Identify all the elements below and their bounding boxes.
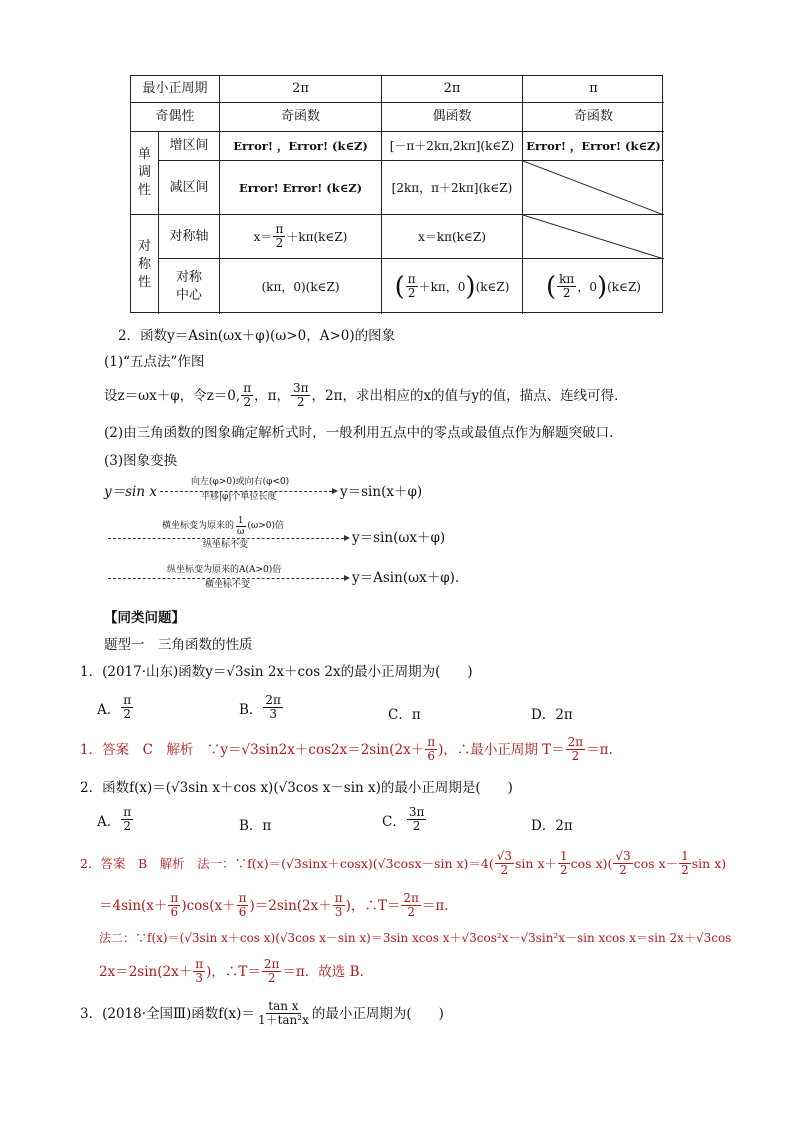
- cell-cos-period: 2π: [382, 76, 523, 103]
- cell-tan-decreasing-empty: [523, 161, 664, 215]
- a2-l2-f3: [333, 892, 345, 919]
- cell-sin-parity: 奇函数: [220, 103, 382, 132]
- mono-char-3: 性: [137, 183, 151, 198]
- trig-properties-table: [130, 75, 663, 313]
- q2-option-d: D．2π: [531, 818, 573, 834]
- a1-post: ＝π.: [586, 741, 613, 758]
- a2-l1-m4: sin x): [691, 855, 727, 871]
- graph-transform-heading: (3)图象变换: [104, 453, 178, 469]
- p2-pre: 设z＝ωx＋φ，令z＝0,: [104, 387, 241, 404]
- diagonal-slash: [523, 161, 664, 215]
- transform1-bottom-label: 平移|φ|个单位长度: [201, 492, 277, 502]
- row-label-increasing: 增区间: [159, 132, 220, 161]
- row-label-symmetry-center: [159, 259, 220, 314]
- determine-formula-text: (2)由三角函数的图象确定解析式时，一般利用五点中的零点或最值点作为解题突破口．: [104, 425, 623, 441]
- cell-tan-center: [523, 259, 664, 314]
- five-point-desc: [104, 382, 628, 409]
- a1-n2: 2π: [567, 735, 584, 749]
- a2-l2-f1: [168, 892, 180, 919]
- cell-sin-decreasing: Error! Error! (k∈Z): [220, 161, 382, 215]
- a2-l2-f2-d: 6: [238, 905, 247, 919]
- q2-c-pre: C．: [382, 813, 406, 830]
- a1-pre: 1．答案 C 解析 ∵y＝√3sin2x＋cos2x＝2sin(2x＋: [80, 741, 425, 758]
- a2-l1-f4-d: 2: [681, 863, 689, 877]
- q2-a-frac: [121, 806, 133, 833]
- tan-center-frac-n: kπ: [559, 272, 575, 286]
- a2-l1-m1: sin x＋: [515, 855, 558, 871]
- type1-heading: 题型一 三角函数的性质: [104, 637, 253, 653]
- q3-frac: [256, 1000, 311, 1027]
- q2-option-a: [97, 806, 134, 833]
- tan-center-frac: [557, 273, 576, 300]
- p2-mid: ，π，: [254, 387, 290, 404]
- a1-d2: 2: [571, 749, 580, 763]
- cell-cos-decreasing: [2kπ，π＋2kπ](k∈Z): [382, 161, 523, 215]
- row-label-min-period: 最小正周期: [131, 76, 220, 103]
- transform1-top-label: 向左(φ>0)或向右(φ<0): [191, 477, 290, 487]
- q1-option-a: [97, 694, 134, 721]
- q1-b-d: 3: [269, 707, 277, 721]
- cos-center-post: ＋kπ，0: [418, 279, 466, 294]
- a2-l2-m2: )＝2sin(2x＋: [249, 897, 332, 914]
- q1-a-frac: [121, 694, 133, 721]
- a2-l4-f1: [193, 958, 205, 985]
- q2-a-pre: A．: [97, 813, 121, 830]
- row-label-parity: 奇偶性: [131, 103, 220, 132]
- cell-sin-increasing: Error! ，Error! (k∈Z): [220, 132, 382, 161]
- a2-l2-f3-n: π: [334, 891, 343, 905]
- row-label-decreasing: 减区间: [159, 161, 220, 215]
- q2-c-n: 3π: [408, 805, 425, 819]
- cell-cos-parity: 偶函数: [382, 103, 523, 132]
- q1-option-c: C．π: [388, 707, 421, 723]
- q2-c-d: 2: [412, 819, 421, 833]
- a2-l4-f2-d: 2: [267, 971, 276, 985]
- a2-l1-f1-d: 2: [500, 863, 509, 877]
- q2-option-b: B．π: [239, 818, 272, 834]
- mono-char-2: 调: [137, 165, 151, 180]
- a2-l4-f2-n: 2π: [263, 957, 280, 971]
- tan-center-post: ，0: [577, 279, 597, 294]
- question-1: 1．(2017·山东)函数y＝√3sin 2x＋cos 2x的最小正周期为( ): [80, 664, 473, 680]
- t2-top-pre: 横坐标变为原来的: [162, 521, 235, 531]
- a2-l1-f1: [495, 850, 514, 877]
- q3-post: 的最小正周期为( ): [311, 1005, 444, 1022]
- q1-b-n: 2π: [265, 693, 281, 707]
- a2-l4-pre: 2x＝2sin(2x＋: [99, 963, 193, 980]
- a2-l1-pre: 2．答案 B 解析 法一：∵f(x)＝(√3sinx＋cosx)(√3cosx－sin x)＝4(: [80, 855, 494, 871]
- mono-char-1: 单: [137, 147, 151, 162]
- answer-2-line4: [99, 958, 364, 985]
- p2-post: ，2π，求出相应的x的值与y的值，描点、连线可得．: [311, 387, 628, 404]
- cell-sin-period: 2π: [220, 76, 382, 103]
- cell-tan-increasing: Error! ，Error! (k∈Z): [523, 132, 664, 161]
- a2-l4-f2: [262, 958, 282, 985]
- q3-pre: 3．(2018·全国Ⅲ)函数f(x)＝: [80, 1005, 255, 1022]
- sin-axis-pre: x＝: [253, 229, 273, 244]
- transform2-top-label: [162, 516, 284, 537]
- q1-option-d: D．2π: [531, 707, 573, 723]
- cell-sin-center: (kπ，0)(k∈Z): [220, 259, 382, 314]
- center-label-line1: 对称: [175, 269, 202, 285]
- p2-f1-d: 2: [243, 395, 251, 409]
- answer-2-line2: [99, 892, 449, 919]
- a2-l2-f4-d: 2: [407, 905, 415, 919]
- transform3-dashed-arrow: [108, 578, 344, 579]
- a2-l1-f4: [679, 850, 691, 877]
- a2-l2-pre: ＝4sin(x＋: [99, 897, 168, 914]
- paren-close: ): [465, 271, 476, 302]
- practice-heading: 【同类问题】: [104, 610, 185, 626]
- a2-l4-m1: )，∴T＝: [206, 963, 261, 980]
- q1-a-n: π: [123, 693, 132, 707]
- answer-1: [80, 736, 613, 763]
- question-3: [80, 1000, 444, 1027]
- a2-l1-f3-n: √3: [615, 849, 631, 863]
- group-label-symmetry: [131, 215, 159, 314]
- transform3-right: y＝Asin(ωx＋φ).: [352, 570, 460, 586]
- transform2-right: y＝sin(ωx＋φ): [352, 530, 446, 546]
- diagonal-slash: [523, 215, 664, 259]
- a2-l2-post: ＝π.: [421, 897, 449, 914]
- sin-axis-frac: [273, 223, 285, 250]
- q1-b-frac: [263, 694, 283, 721]
- p2-frac2: [291, 382, 311, 409]
- five-point-method: (1)“五点法”作图: [104, 354, 205, 370]
- p2-f2-d: 2: [296, 395, 305, 409]
- cos-center-frac: [406, 273, 418, 300]
- t2-top-post: (ω>0)倍: [247, 521, 284, 531]
- a1-frac1: [425, 736, 437, 763]
- a2-l1-f2: [558, 850, 570, 877]
- q3-d: 1＋tan²x: [257, 1013, 309, 1027]
- q1-option-b: [239, 694, 284, 721]
- transform1-right: y＝sin(x＋φ): [340, 484, 423, 500]
- cell-cos-axis: x＝kπ(k∈Z): [382, 215, 523, 259]
- group-label-monotonicity: [131, 132, 159, 215]
- answer-2-line1: [80, 850, 726, 877]
- q2-option-c: [382, 806, 427, 833]
- a2-l4-post: ＝π．故选 B.: [282, 963, 364, 980]
- a2-l2-m3: )，∴T＝: [345, 897, 401, 914]
- a2-l1-f2-d: 2: [560, 863, 568, 877]
- p2-frac1: [241, 382, 253, 409]
- a2-l2-m1: )cos(x＋: [181, 897, 236, 914]
- answer-2-line3: 法二：∵f(x)＝(√3sin x＋cos x)(√3cos x－sin x)＝3sin xcos x＋√3cos²x－√3sin²x－sin xcos x＝sin 2x＋√3cos: [99, 931, 732, 945]
- q2-a-n: π: [123, 805, 132, 819]
- transform1-dashed-arrow: [160, 491, 332, 492]
- row-label-symmetry-axis: 对称轴: [159, 215, 220, 259]
- cos-center-frac-n: π: [407, 272, 416, 286]
- t2-top-frac: [235, 516, 246, 537]
- a2-l4-f1-n: π: [195, 957, 204, 971]
- cell-tan-period: π: [523, 76, 664, 103]
- p2-f2-n: 3π: [292, 381, 309, 395]
- a2-l4-f1-d: 3: [195, 971, 203, 985]
- cell-sin-axis: [220, 215, 382, 259]
- a1-n: π: [427, 735, 436, 749]
- transform3-top-label: 纵坐标变为原来的A(A>0)倍: [167, 565, 282, 575]
- sin-axis-frac-d: 2: [275, 236, 284, 250]
- a2-l1-f2-n: 1: [560, 849, 568, 863]
- p2-f1-n: π: [243, 381, 252, 395]
- paren-open: (: [394, 271, 405, 302]
- cos-center-tail: (k∈Z): [475, 279, 510, 294]
- a2-l2-f3-d: 3: [334, 905, 343, 919]
- a2-l2-f1-n: π: [170, 891, 179, 905]
- sin-axis-post: ＋kπ(k∈Z): [286, 229, 348, 244]
- cell-cos-center: [382, 259, 523, 314]
- question-2: 2．函数f(x)＝(√3sin x＋cos x)(√3cos x－sin x)的最小正周期是( ): [80, 780, 513, 796]
- q3-n: tan x: [268, 999, 299, 1013]
- transform1-left: y＝sin x: [104, 484, 157, 500]
- arrow-head-icon: [344, 575, 350, 581]
- q1-a-pre: A．: [97, 701, 121, 718]
- a2-l1-f3: [613, 850, 632, 877]
- a2-l1-m3: cos x－: [633, 855, 679, 871]
- sym-char-2: 称: [137, 256, 151, 272]
- t2-top-frac-d: ω: [237, 527, 245, 537]
- tan-center-frac-d: 2: [562, 286, 571, 300]
- a2-l2-f4: [401, 892, 421, 919]
- tan-center-tail: (k∈Z): [607, 279, 641, 294]
- a1-mid: )，∴最小正周期 T＝: [438, 741, 565, 758]
- a2-l2-f1-d: 6: [170, 905, 179, 919]
- a2-l2-f4-n: 2π: [403, 891, 419, 905]
- cell-tan-parity: 奇函数: [523, 103, 664, 132]
- paren-close: ): [596, 271, 608, 302]
- transform3-bottom-label: 横坐标不变: [205, 580, 251, 590]
- a2-l2-f2: [237, 892, 249, 919]
- sin-axis-frac-n: π: [275, 222, 284, 236]
- cell-cos-increasing: [－π＋2kπ,2kπ](k∈Z): [382, 132, 523, 161]
- q1-b-pre: B．: [239, 701, 263, 718]
- a2-l1-f4-n: 1: [681, 849, 689, 863]
- paren-open: (: [546, 271, 557, 302]
- arrow-head-icon: [332, 488, 338, 494]
- a2-l1-f1-n: √3: [496, 849, 513, 863]
- transform2-dashed-arrow: [108, 538, 344, 539]
- cell-tan-axis-empty: [523, 215, 664, 259]
- arrow-head-icon: [344, 535, 350, 541]
- a2-l2-f2-n: π: [238, 891, 247, 905]
- a1-frac2: [566, 736, 586, 763]
- q1-a-d: 2: [123, 707, 132, 721]
- a2-l1-f3-d: 2: [619, 863, 627, 877]
- transform2-bottom-label: 纵坐标不变: [203, 540, 249, 550]
- section2-heading: 2．函数y＝Asin(ωx＋φ)(ω>0，A>0)的图象: [118, 328, 396, 344]
- a2-l1-m2: cos x)(: [570, 855, 613, 871]
- sym-char-1: 对: [137, 238, 151, 254]
- center-label-line2: 中心: [175, 287, 202, 303]
- q2-c-frac: [407, 806, 427, 833]
- cos-center-frac-d: 2: [407, 286, 416, 300]
- sym-char-3: 性: [137, 274, 151, 290]
- t2-top-frac-n: 1: [237, 516, 244, 526]
- a1-d: 6: [427, 749, 435, 763]
- q2-a-d: 2: [123, 819, 132, 833]
